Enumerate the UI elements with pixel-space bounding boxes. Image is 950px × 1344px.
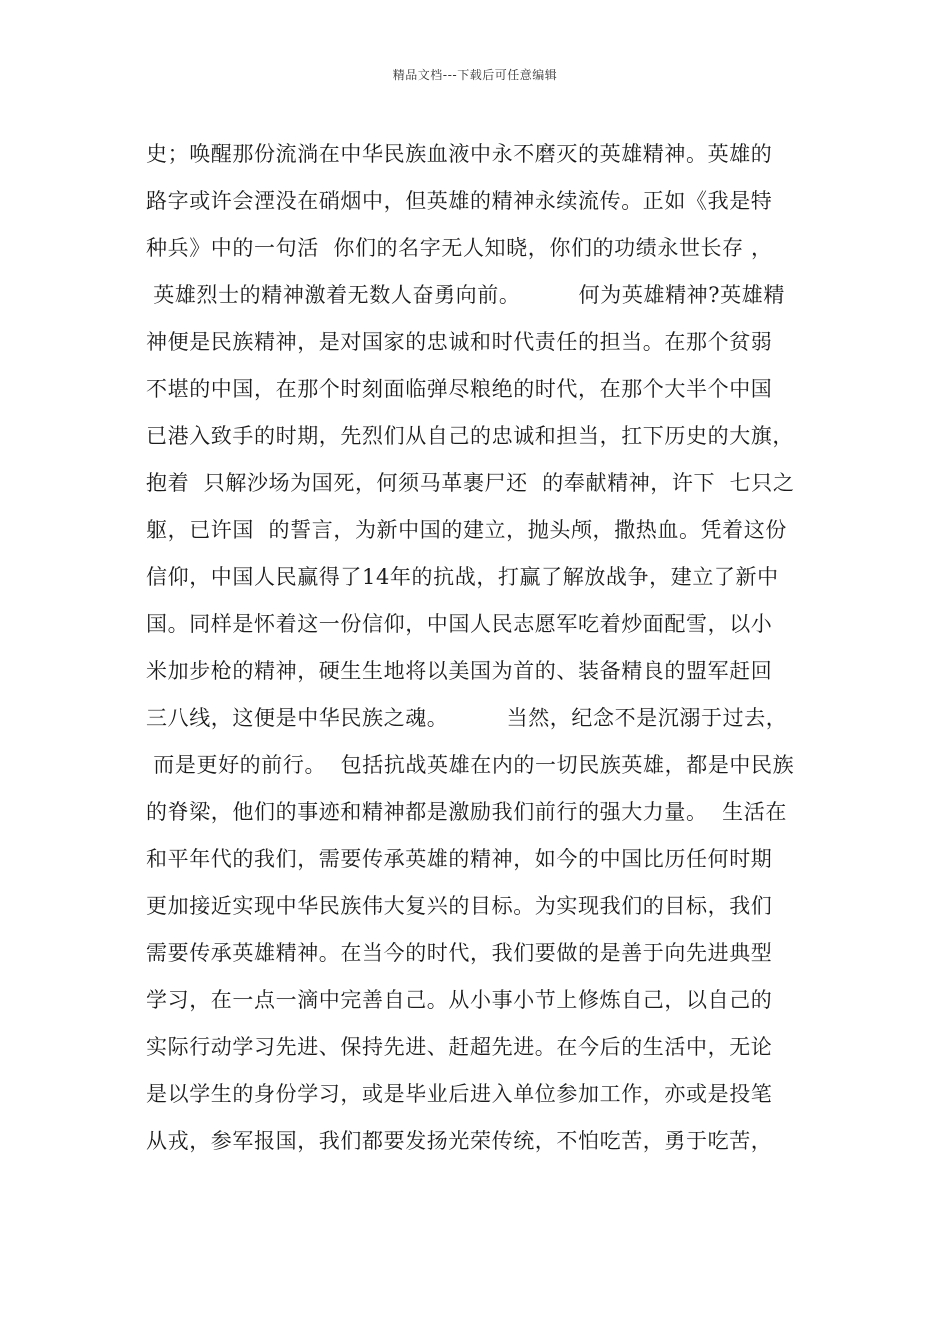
text-line: 需要传承英雄精神。在当今的时代，我们要做的是善于向先进典型 [146, 941, 773, 965]
text-line: 学习，在一点一滴中完善自己。从小事小节上修炼自己，以自己的 [146, 988, 773, 1012]
text-line: 英雄烈士的精神激着无数人奋勇向前。 何为英雄精神?英雄精 [146, 283, 785, 307]
text-line: 神便是民族精神，是对国家的忠诚和时代责任的担当。在那个贫弱 [146, 330, 773, 354]
text-line: 抱着 只解沙场为国死，何须马革裹尸还 的奉献精神，许下 七只之 [146, 471, 795, 495]
text-line: 是以学生的身份学习，或是毕业后进入单位参加工作，亦或是投笔 [146, 1082, 773, 1106]
text-line: 更加接近实现中华民族伟大复兴的目标。为实现我们的目标，我们 [146, 894, 773, 918]
text-line: 和平年代的我们，需要传承英雄的精神，如今的中国比历任何时期 [146, 847, 773, 871]
text-line: 路字或许会湮没在硝烟中，但英雄的精神永续流传。正如《我是特 [146, 189, 773, 213]
text-line: 实际行动学习先进、保持先进、赶超先进。在今后的生活中，无论 [146, 1035, 773, 1059]
text-line: 史；唤醒那份流淌在中华民族血液中永不磨灭的英雄精神。英雄的 [146, 142, 773, 166]
text-line: 从戎，参军报国，我们都要发扬光荣传统，不怕吃苦，勇于吃苦， [146, 1129, 773, 1153]
text-line: 米加步枪的精神，硬生生地将以美国为首的、装备精良的盟军赶回 [146, 659, 773, 683]
body-text [146, 131, 836, 1165]
text-line: 不堪的中国，在那个时刻面临弹尽粮绝的时代，在那个大半个中国 [146, 377, 773, 401]
text-line: 已港入致手的时期，先烈们从自己的忠诚和担当，扛下历史的大旗， [146, 424, 794, 448]
text-line: 躯，已许国 的誓言，为新中国的建立，抛头颅，撒热血。凭着这份 [146, 518, 787, 542]
page-header: 精品文档---下载后可任意编辑 [392, 68, 558, 82]
text-line: 信仰，中国人民赢得了14年的抗战，打赢了解放战争，建立了新中 [146, 565, 779, 589]
text-line: 的脊梁，他们的事迹和精神都是激励我们前行的强大力量。 生活在 [146, 800, 787, 824]
text-line: 三八线，这便是中华民族之魂。 当然，纪念不是沉溺于过去， [146, 706, 788, 730]
text-line: 种兵》中的一句活 你们的名字无人知晓，你们的功绩永世长存 ， [146, 236, 773, 260]
text-line: 而是更好的前行。 包括抗战英雄在内的一切民族英雄，都是中民族 [146, 753, 795, 777]
text-line: 国。同样是怀着这一份信仰，中国人民志愿军吃着炒面配雪，以小 [146, 612, 773, 636]
